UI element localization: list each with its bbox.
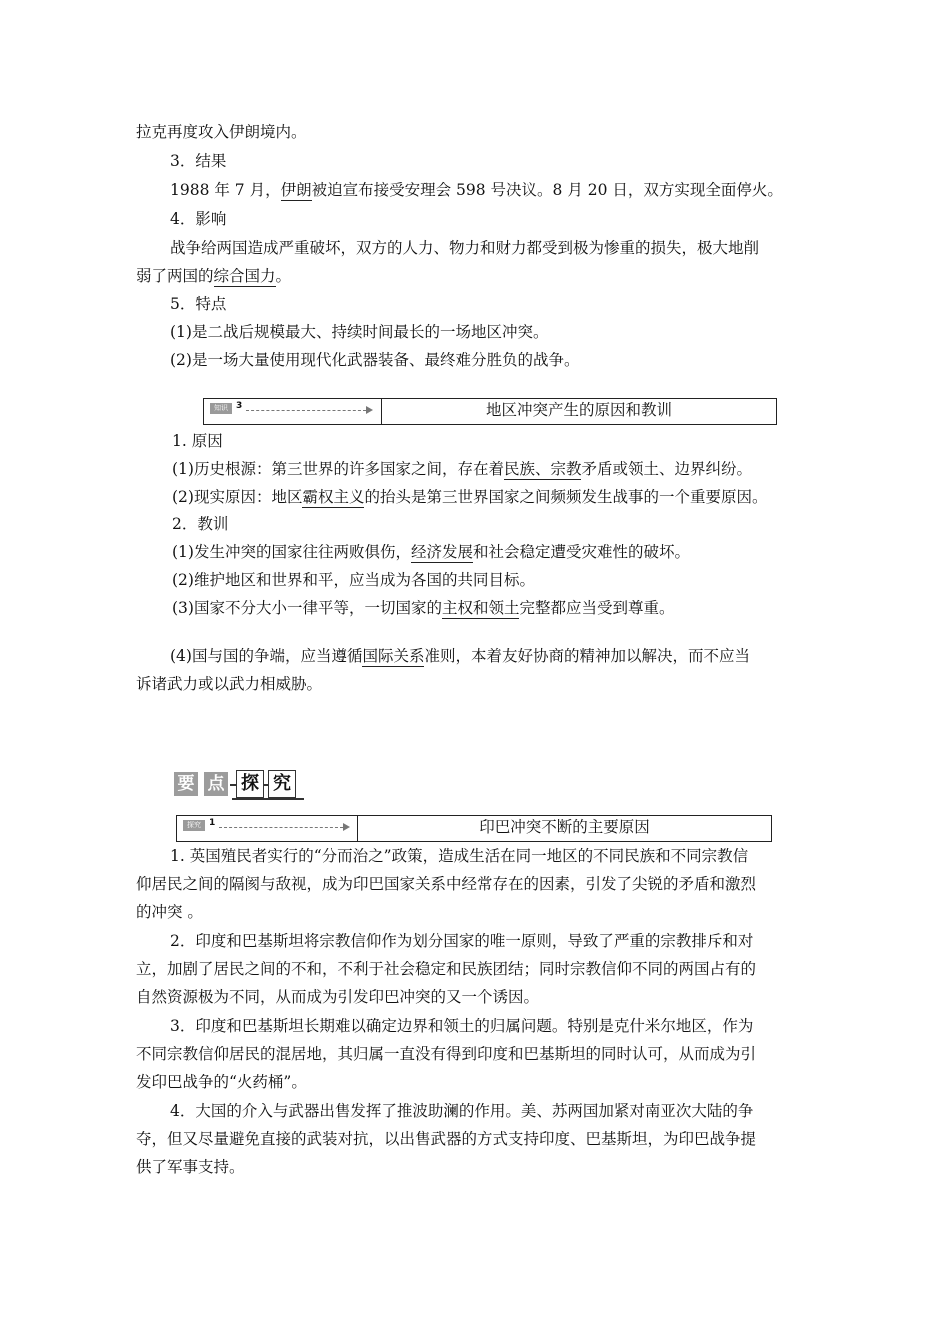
explore-paragraph-3: 发印巴战争的“火药桶”。	[136, 1073, 307, 1091]
section-header-explore-1	[176, 815, 772, 842]
lesson-item-continued: 诉诸武力或以武力相威胁。	[136, 675, 323, 693]
lesson-item: (2)维护地区和世界和平，应当成为各国的共同目标。	[172, 571, 535, 589]
section-title: 地区冲突产生的原因和教训	[485, 401, 672, 419]
paragraph-impact-line2: 弱了两国的综合国力。	[136, 267, 292, 285]
explore-paragraph-4: 供了军事支持。	[136, 1158, 245, 1176]
underlined-term: 综合国力	[213, 267, 276, 285]
banner-char: 点	[204, 772, 228, 796]
lesson-item: (3)国家不分大小一律平等，一切国家的主权和领土完整都应当受到尊重。	[172, 599, 675, 617]
section-tag: 知识	[210, 403, 232, 414]
explore-paragraph-3: 不同宗教信仰居民的混居地，其归属一直没有得到印度和巴基斯坦的同时认可，从而成为引	[136, 1045, 757, 1063]
section-number: 1	[209, 818, 216, 828]
section-tag-area	[177, 816, 358, 841]
explore-paragraph-1: 仰居民之间的隔阂与敌视，成为印巴国家关系中经常存在的因素，引发了尖锐的矛盾和激烈	[136, 875, 757, 893]
section-tag-area	[204, 399, 382, 424]
key-points-banner	[172, 770, 306, 802]
lesson-item: (1)发生冲突的国家往往两败俱伤，经济发展和社会稳定遭受灾难性的破坏。	[172, 543, 690, 561]
banner-char: 究	[268, 770, 296, 798]
heading-result: 3．结果	[170, 152, 227, 170]
banner-char: 探	[236, 770, 264, 798]
explore-paragraph-2: 2．印度和巴基斯坦将宗教信仰作为划分国家的唯一原则，导致了严重的宗教排斥和对	[170, 932, 754, 950]
feature-item: (1)是二战后规模最大、持续时间最长的一场地区冲突。	[170, 323, 549, 341]
section-number: 3	[236, 401, 243, 411]
section-title: 印巴冲突不断的主要原因	[479, 818, 650, 836]
arrow-right-icon	[366, 406, 373, 414]
cause-item: (2)现实原因：地区霸权主义的抬头是第三世界国家之间频频发生战事的一个重要原因。	[172, 488, 768, 506]
explore-paragraph-4: 4．大国的介入与武器出售发挥了推波助澜的作用。美、苏两国加紧对南亚次大陆的争	[170, 1102, 754, 1120]
explore-paragraph-1: 1. 英国殖民者实行的“分而治之”政策，造成生活在同一地区的不同民族和不同宗教信	[170, 847, 749, 865]
heading-causes: 1. 原因	[172, 432, 223, 450]
explore-paragraph-2: 自然资源极为不同，从而成为引发印巴冲突的又一个诱因。	[136, 988, 540, 1006]
paragraph-impact-line1: 战争给两国造成严重破坏，双方的人力、物力和财力都受到极为惨重的损失，极大地削	[170, 239, 760, 257]
underlined-term: 经济发展	[410, 543, 473, 561]
arrow-line	[246, 410, 366, 411]
paragraph-result: 1988 年 7 月，伊朗被迫宣布接受安理会 598 号决议。8 月 20 日，双方实现全面停火。	[170, 181, 783, 199]
underlined-term: 伊朗	[280, 181, 312, 199]
explore-paragraph-1: 的冲突 。	[136, 903, 203, 921]
explore-paragraph-2: 立，加剧了居民之间的不和，不利于社会稳定和民族团结；同时宗教信仰不同的两国占有的	[136, 960, 757, 978]
underlined-term: 民族、宗教	[503, 460, 582, 478]
lesson-item: (4)国与国的争端，应当遵循国际关系准则，本着友好协商的精神加以解决，而不应当	[170, 647, 750, 665]
heading-impact: 4．影响	[170, 210, 227, 228]
section-header-knowledge-3	[203, 398, 777, 425]
paragraph-continuation: 拉克再度攻入伊朗境内。	[136, 123, 307, 141]
explore-paragraph-4: 夺，但又尽量避免直接的武装对抗，以出售武器的方式支持印度、巴基斯坦，为印巴战争提	[136, 1130, 757, 1148]
banner-underline	[232, 798, 304, 800]
heading-lessons: 2．教训	[172, 515, 229, 533]
feature-item: (2)是一场大量使用现代化武器装备、最终难分胜负的战争。	[170, 351, 580, 369]
heading-features: 5．特点	[170, 295, 227, 313]
arrow-right-icon	[343, 823, 350, 831]
banner-char: 要	[174, 772, 198, 796]
arrow-line	[219, 827, 343, 828]
underlined-term: 主权和领土	[441, 599, 520, 617]
section-tag: 探究	[183, 820, 205, 831]
cause-item: (1)历史根源：第三世界的许多国家之间，存在着民族、宗教矛盾或领土、边界纠纷。	[172, 460, 752, 478]
underlined-term: 国际关系	[362, 647, 425, 665]
underlined-term: 霸权主义	[302, 488, 365, 506]
explore-paragraph-3: 3．印度和巴基斯坦长期难以确定边界和领土的归属问题。特别是克什米尔地区，作为	[170, 1017, 754, 1035]
